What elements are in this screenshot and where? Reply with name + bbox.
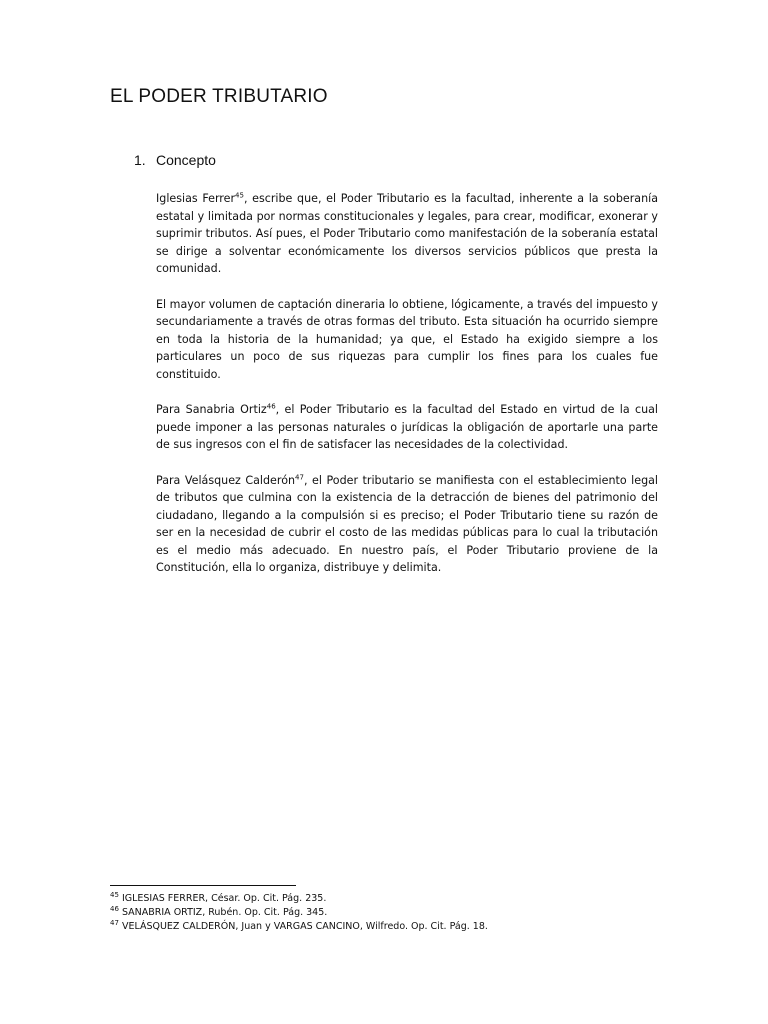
paragraph-text: , el Poder tributario se manifiesta con el establecimiento legal de tributos que culmina con la existencia de la detracción de bienes del patrimonio del ciudadano, llegando a la compulsión si es preciso; el Poder Tributario tiene su razón de ser en la necesidad de cubrir el costo de las medidas públicas para lo cual la tributación es el medio más adecuado. En nuestro país, el Poder Tributario proviene de la Constitución, ella lo organiza, distribuye y delimita. — [156, 473, 659, 575]
paragraph — [156, 472, 658, 578]
footnote-ref[interactable]: 47 — [295, 472, 304, 481]
page-title: EL PODER TRIBUTARIO — [110, 86, 328, 107]
paragraph-text: , el Poder Tributario es la facultad del Estado en virtud de la cual puede imponer a las personas naturales o jurídicas la obligación de aportarle una parte de sus ingresos con el fin de satisfacer las necesidades de la colectividad. — [156, 403, 658, 452]
section-heading — [134, 152, 216, 168]
footnote-ref[interactable]: 45 — [235, 191, 244, 200]
footnote — [110, 906, 488, 920]
footnote-number: 46 — [110, 904, 119, 913]
footnote-number: 45 — [110, 890, 119, 899]
paragraph — [156, 296, 658, 384]
paragraph — [156, 190, 658, 278]
section-number: 1. — [134, 152, 146, 168]
footnotes — [110, 892, 488, 934]
footnote — [110, 920, 488, 934]
footnote-number: 47 — [110, 918, 119, 927]
footnote-divider — [110, 885, 296, 886]
footnote-text: VELÁSQUEZ CALDERÓN, Juan y VARGAS CANCINO, Wilfredo. Op. Cit. Pág. 18. — [118, 921, 488, 932]
footnote — [110, 892, 488, 906]
paragraph — [156, 401, 658, 454]
paragraph-text: Para Velásquez Calderón — [156, 473, 296, 487]
paragraph-text: , escribe que, el Poder Tributario es la facultad, inherente a la soberanía estatal y limitada por normas constitucionales y legales, para crear, modificar, exonerar y suprimir tributos. Así pues, el Poder Tributario como manifestación de la soberanía estatal se dirige a solventar económicamente los diversos servicios públicos que presta la comunidad. — [156, 192, 658, 276]
body-text — [156, 190, 658, 595]
paragraph-text: Para Sanabria Ortiz — [156, 403, 267, 417]
paragraph-text: Iglesias Ferrer — [156, 192, 236, 205]
footnote-ref[interactable]: 46 — [266, 402, 276, 411]
paragraph-text: El mayor volumen de captación dineraria lo obtiene, lógicamente, a través del impuesto y secundariamente a través de otras formas del tributo. Esta situación ha ocurrido siempre en toda la historia de la humanidad; ya que, el Estado ha exigido siempre a los particulares un poco de sus riquezas para cumplir los fines para los cuales fue constituido. — [156, 297, 658, 381]
footnote-text: IGLESIAS FERRER, César. Op. Cit. Pág. 235. — [118, 893, 327, 904]
footnote-text: SANABRIA ORTIZ, Rubén. Op. Cit. Pág. 345. — [118, 907, 328, 918]
section-title: Concepto — [156, 152, 216, 168]
